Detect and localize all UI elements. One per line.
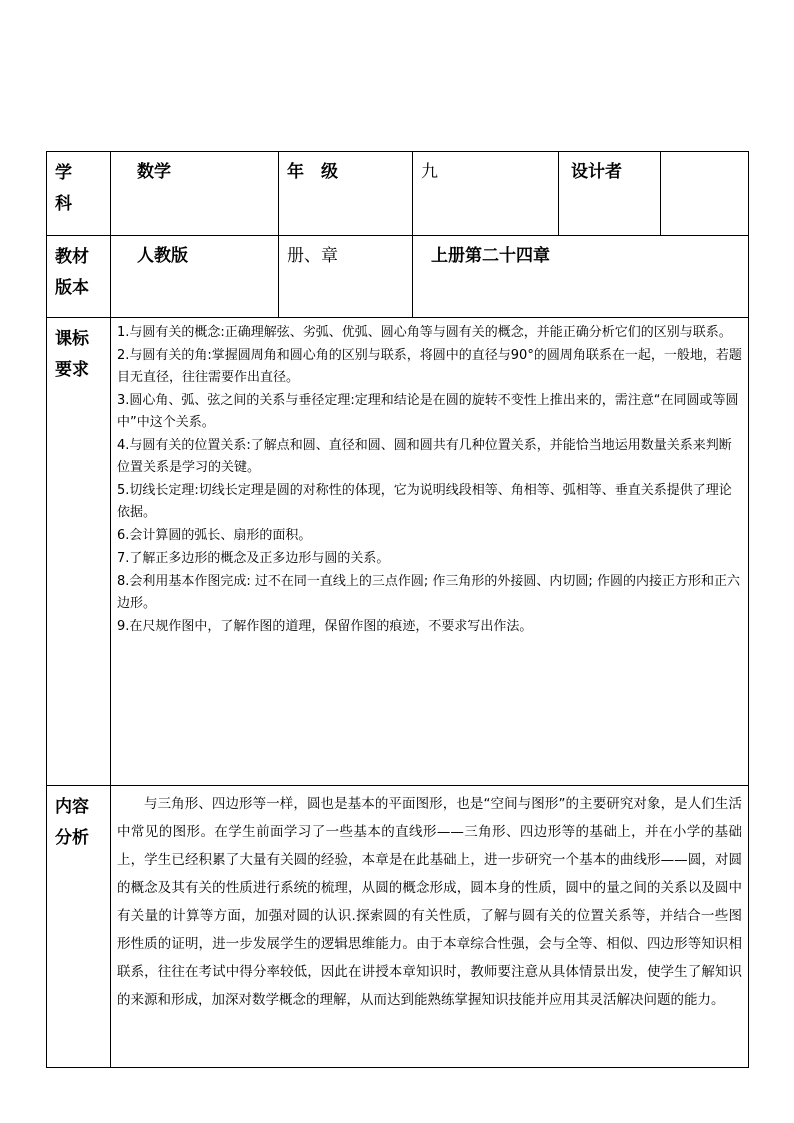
analysis-content [111, 786, 749, 1068]
requirement-item: 7.了解正多边形的概念及正多边形与圆的关系。 [117, 551, 390, 566]
requirement-item: 5.切线长定理:切线长定理是圆的对称性的体现，它为说明线段相等、角相等、弧相等、垂直关系提供了理论依据。 [117, 483, 732, 520]
requirement-item: 4.与圆有关的位置关系:了解点和圆、直径和圆、圆和圆共有几种位置关系，并能恰当地运用数量关系来判断位置关系是学习的关键。 [117, 438, 732, 475]
requirement-item: 8.会利用基本作图完成: 过不在同一直线上的三点作圆; 作三角形的外接圆、内切圆; 作圆的内接正方形和正六边形。 [117, 574, 740, 611]
designer-label: 设计者 [559, 152, 661, 236]
requirement-item: 9.在尺规作图中，了解作图的道理，保留作图的痕迹，不要求写出作法。 [117, 619, 533, 634]
requirements-content [111, 318, 749, 786]
row-subject [47, 152, 749, 236]
grade-label: 年 级 [279, 152, 413, 236]
grade-value: 九 [413, 152, 559, 236]
subject-value: 数学 [111, 152, 279, 236]
designer-value [661, 152, 749, 236]
chapter-label: 册、章 [279, 236, 413, 318]
requirements-label: 课标 要求 [47, 318, 111, 786]
requirement-item: 2.与圆有关的角:掌握圆周角和圆心角的区别与联系，将圆中的直径与90°的圆周角联系在一起，一般地，若题目无直径，往往需要作出直径。 [117, 348, 742, 385]
edition-label: 教材 版本 [47, 236, 111, 318]
row-requirements [47, 318, 749, 786]
requirement-item: 3.圆心角、弧、弦之间的关系与垂径定理:定理和结论是在圆的旋转不变性上推出来的，需注意“在同圆或等圆中”中这个关系。 [117, 393, 739, 430]
row-edition [47, 236, 749, 318]
requirement-item: 6.会计算圆的弧长、扇形的面积。 [117, 528, 312, 543]
row-analysis [47, 786, 749, 1068]
subject-label: 学 科 [47, 152, 111, 236]
requirement-item: 1.与圆有关的概念:正确理解弦、劣弧、优弧、圆心角等与圆有关的概念，并能正确分析它们的区别与联系。 [117, 325, 732, 340]
analysis-paragraph: 与三角形、四边形等一样，圆也是基本的平面图形，也是“空间与图形”的主要研究对象，是人们生活中常见的图形。在学生前面学习了一些基本的直线形——三角形、四边形等的基础上，并在小学的基础上，学生已经积累了大量有关圆的经验，本章是在此基础上，进一步研究一个基本的曲线形——圆，对圆的概念及其有关的性质进行系统的梳理，从圆的概念形成，圆本身的性质，圆中的量之间的关系以及圆中有关量的计算等方面，加强对圆的认识.探索圆的有关性质，了解与圆有关的位置关系等，并结合一些图形性质的证明，进一步发展学生的逻辑思维能力。由于本章综合性强，会与全等、相似、四边形等知识相联系，往往在考试中得分率较低，因此在讲授本章知识时，教师要注意从具体情景出发，使学生了解知识的来源和形成，加深对数学概念的理解，从而达到能熟练掌握知识技能并应用其灵活解决问题的能力。 [117, 796, 742, 1008]
analysis-label: 内容 分析 [47, 786, 111, 1068]
lesson-design-table [46, 151, 749, 1068]
edition-value: 人教版 [111, 236, 279, 318]
chapter-value: 上册第二十四章 [413, 236, 749, 318]
